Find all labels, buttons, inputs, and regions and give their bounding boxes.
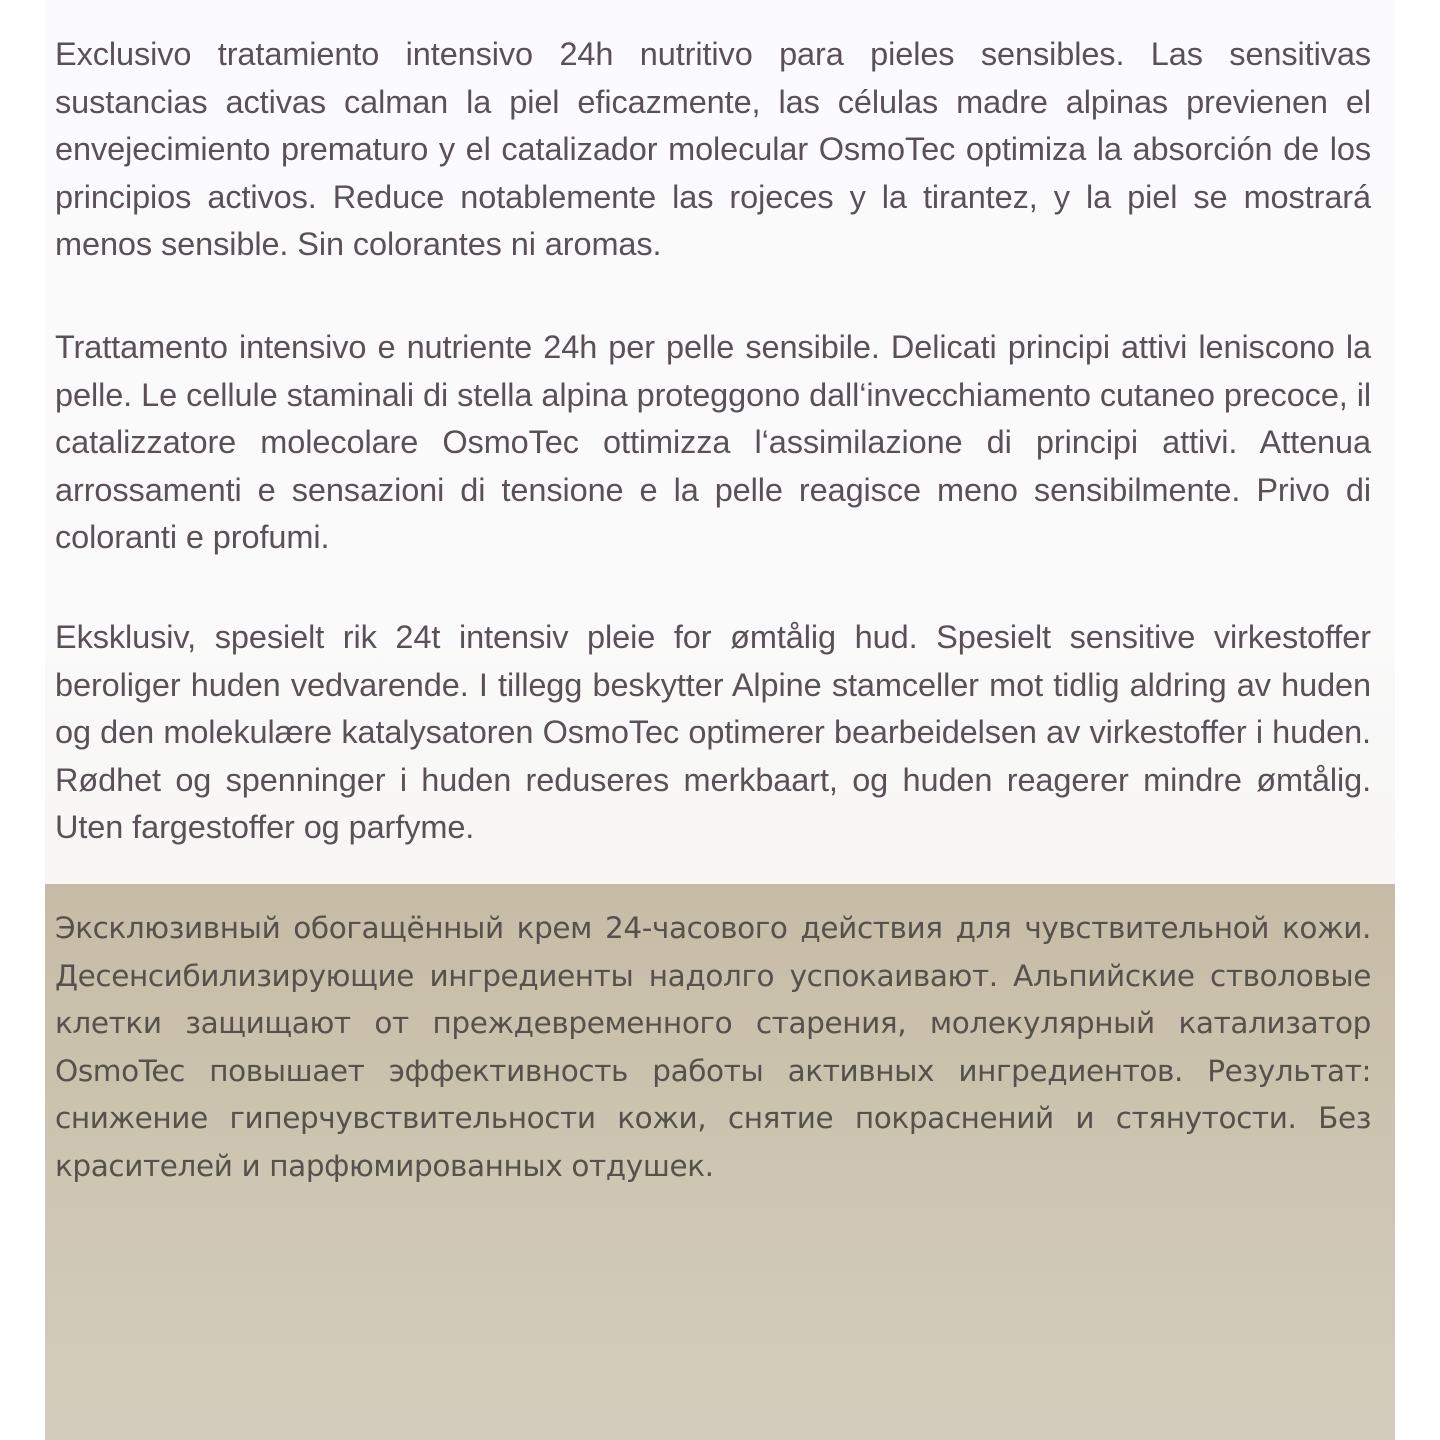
paragraph-norwegian: Eksklusiv, spesielt rik 24t intensiv pleie for ømtålig hud. Spesielt sensitive virkestoffer beroliger huden vedvarende. I tillegg beskytter Alpine stamceller mot tidlig aldring av huden og den molekulære katalysatoren OsmoTec optimerer bearbeidelsen av virkestoffer i huden. Rødhet og spenninger i huden reduseres merkbaart, og huden reagerer mindre ømtålig. Uten fargestoffer og parfyme. (55, 619, 1371, 845)
package-panel (45, 0, 1395, 1440)
paragraph-italian: Trattamento intensivo e nutriente 24h per pelle sensibile. Delicati principi attivi leniscono la pelle. Le cellule staminali di stella alpina proteggono dall‘invecchiamento cutaneo precoce, il catalizzatore molecolare OsmoTec ottimizza l‘assimilazione di principi attivi. Attenua arrossamenti e sensazioni di tensione e la pelle reagisce meno sensibilmente. Privo di coloranti e profumi. (55, 329, 1371, 555)
paragraph-spanish: Exclusivo tratamiento intensivo 24h nutritivo para pieles sensibles. Las sensitivas sustancias activas calman la piel eficazmente, las células madre alpinas previenen el envejecimiento prematuro y el catalizador molecular OsmoTec optimiza la absorción de los principios activos. Reduce notablemente las rojeces y la tirantez, y la piel se mostrará menos sensible. Sin colorantes ni aromas. (55, 36, 1371, 262)
white-section (45, 0, 1395, 884)
paragraph-russian: Эксклюзивный обогащённый крем 24-часового действия для чувствительной кожи. Десенсибилизирующие ингредиенты надолго успокаивают. Альпийские стволовые клетки защищают от преждевременного старения, молекулярный катализатор OsmoTec повышает эффективность работы активных ингредиентов. Результат: снижение гиперчувствительности кожи, снятие покраснений и стянутости. Без красителей и парфюмированных отдушек. (55, 911, 1371, 1183)
